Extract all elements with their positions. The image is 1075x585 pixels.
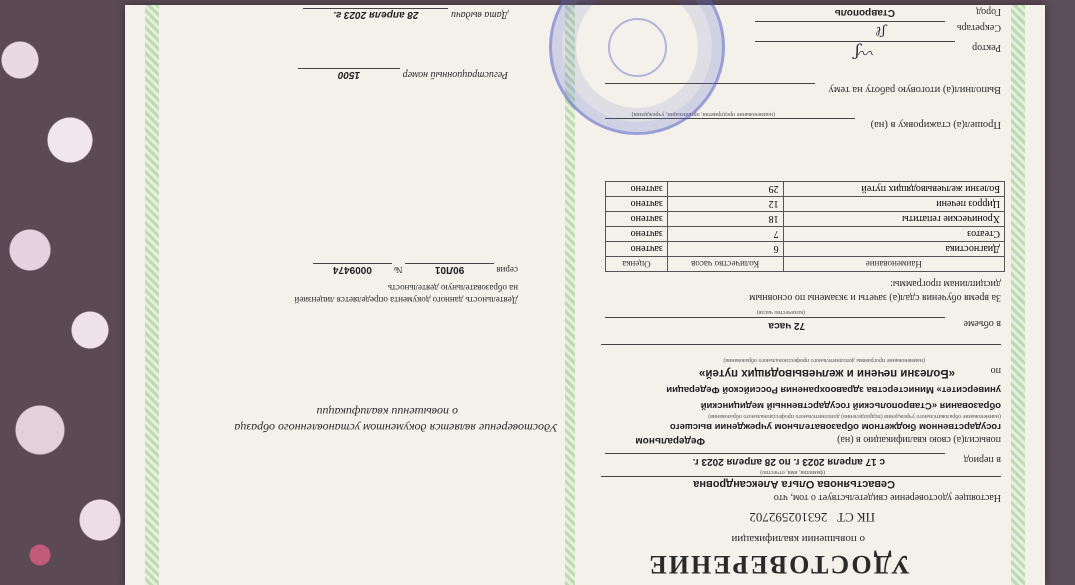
secretary-line [755, 21, 945, 22]
intern-label: Прошел(а) стажировку в (на) [870, 119, 1001, 130]
certificate-main-page [580, 5, 1005, 585]
cell-hours: 6 [667, 242, 783, 257]
issue-label: Дата выдачи [450, 9, 508, 20]
volume-line [605, 317, 945, 318]
series-label: серия [496, 265, 518, 275]
guilloche-border-right [145, 5, 159, 585]
volume-value: 72 часа [768, 320, 805, 331]
period-value: с 17 апреля 2023 г. по 28 апреля 2023 г. [692, 456, 885, 467]
header-name: Наименование [783, 257, 1004, 272]
cell-hours: 18 [667, 212, 783, 227]
certificate-title: УДОСТОВЕРЕНИЕ [647, 550, 910, 579]
org-line2: образования «Ставропольский государственный медицинский [700, 400, 1001, 411]
rector-label: Ректор [972, 42, 1001, 53]
table-row [606, 242, 1005, 257]
cell-grade: зачтено [606, 242, 668, 257]
exams-text2: дисциплинам программы: [890, 278, 1001, 289]
secretary-label: Секретарь [956, 22, 1001, 33]
cell-hours: 12 [667, 197, 783, 212]
rector-signature: 〰ʃ [854, 43, 875, 62]
number-value: 0009474 [313, 263, 392, 275]
certificate-number: 263102592702 [749, 510, 828, 525]
table-row [606, 182, 1005, 197]
activity-line1: Деятельность данного документа определяется лицензией [294, 295, 518, 305]
series-row [313, 264, 518, 275]
reg-row [298, 69, 508, 80]
certificate-series [749, 509, 875, 525]
cell-grade: зачтено [606, 197, 668, 212]
city-value: Ставрополь [834, 7, 895, 18]
statement-line2: о повышении квалификации [316, 405, 458, 419]
cell-hours: 7 [667, 227, 783, 242]
name-line [601, 476, 1001, 477]
program-value: «Болезни печени и желчевыводящих путей» [699, 367, 955, 379]
issue-value: 28 апреля 2023 г. [303, 8, 448, 20]
city-label: Город [976, 6, 1001, 17]
holder-caption: (фамилия, имя, отчество) [760, 469, 825, 475]
reg-value: 1500 [298, 68, 400, 80]
table-row [606, 197, 1005, 212]
org-caption: (наименование образовательного учреждения (подразделения) дополнительного профессионального образования) [708, 413, 1001, 419]
table-header-row [606, 257, 1005, 272]
org-line1: государственном бюджетном образовательном учреждении высшего [669, 421, 1001, 432]
table-row [606, 227, 1005, 242]
exams-text1: За время обучения сдал(а) зачеты и экзамены по основным [749, 292, 1001, 303]
header-hours: Количество часов [667, 257, 783, 272]
cell-discipline: Цирроз печени [783, 197, 1004, 212]
certificate-subtitle: о повышении квалификации [731, 533, 865, 545]
program-line [601, 344, 1001, 345]
org-line3: университет» Министерства здравоохранения Российской Федерации [666, 384, 1001, 395]
cell-hours: 29 [667, 182, 783, 197]
secretary-signature: ʃℓ [876, 23, 885, 38]
cell-grade: зачтено [606, 212, 668, 227]
cell-grade: зачтено [606, 227, 668, 242]
intro-text: Настоящее удостоверение свидетельствует о том, что [773, 492, 1001, 503]
issue-row [303, 9, 508, 20]
certificate-sheet [125, 5, 1045, 585]
cell-grade: зачтено [606, 182, 668, 197]
disciplines-table [605, 181, 1005, 272]
holder-name: Севастьянова Ольга Александровна [693, 478, 895, 490]
activity-line2: на образовательную деятельность [387, 283, 518, 293]
cell-discipline: Стеатоз [783, 227, 1004, 242]
period-label: в период [963, 454, 1001, 465]
table-row [606, 212, 1005, 227]
header-grade: Оценка [606, 257, 668, 272]
cell-discipline: Диагностика [783, 242, 1004, 257]
cell-discipline: Болезни желчевыводящих путей [783, 182, 1004, 197]
volume-caption: (количество часов) [756, 309, 805, 315]
series-prefix: ПК СТ [837, 510, 875, 525]
statement-line1: Удостоверение является документом установленного образца [234, 421, 558, 435]
thesis-label: Выполнил(а) итоговую работу на тему [828, 84, 1001, 95]
program-caption: (наименование программы дополнительного профессионального образования) [723, 357, 925, 363]
period-line [605, 453, 945, 454]
number-label: № [394, 265, 403, 275]
guilloche-border-left [1011, 5, 1025, 585]
reg-label: Регистрационный номер [402, 69, 508, 80]
volume-label: в объеме [963, 318, 1001, 329]
series-value: 90Л01 [405, 263, 494, 275]
cell-discipline: Хронические гепатиты [783, 212, 1004, 227]
certificate-info-page [168, 5, 558, 585]
program-label: по [990, 365, 1001, 376]
org-word: Федеральном [635, 435, 705, 446]
intern-caption: (наименование предприятия, организации, учреждения) [631, 111, 775, 117]
raised-label: повысил(а) свою квалификацию в (на) [837, 434, 1001, 445]
